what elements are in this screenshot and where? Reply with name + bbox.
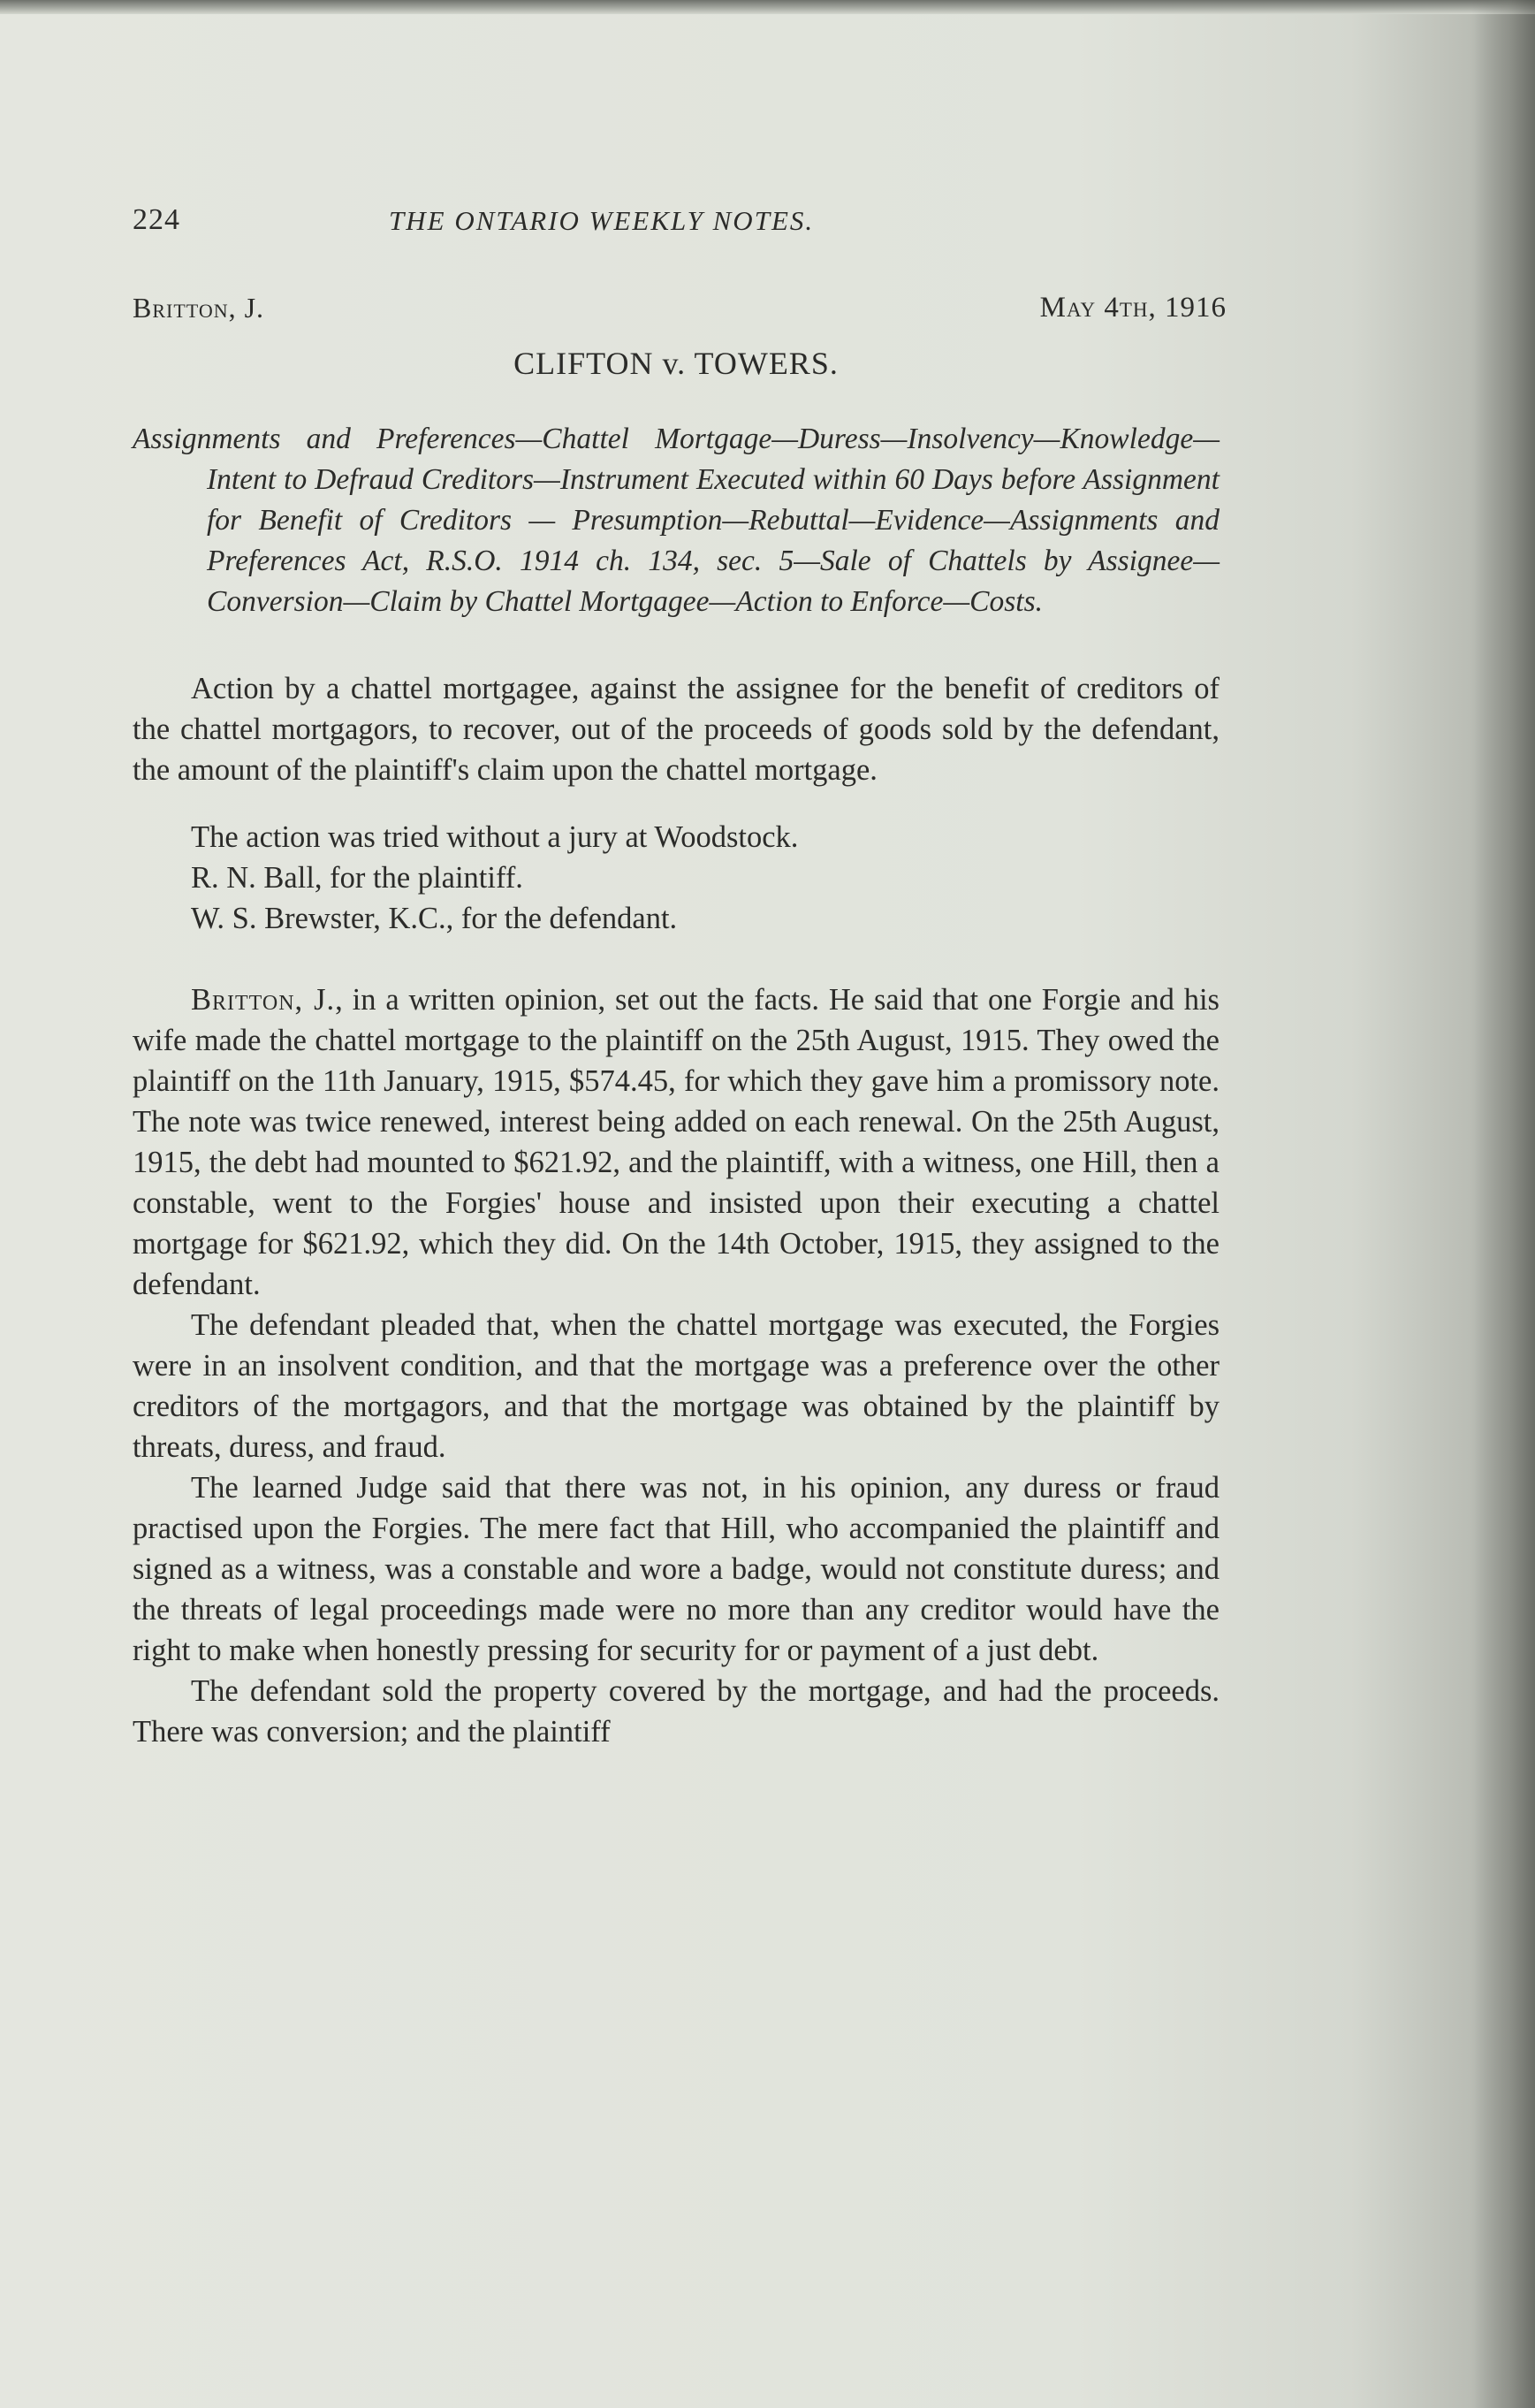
judge-name: Britton, J. <box>133 292 265 324</box>
conversion-paragraph: The defendant sold the property covered by the mortgage, and had the proceeds. There was conversion; and the plaintiff <box>133 1674 1220 1749</box>
binding-shadow <box>1471 0 1535 2408</box>
counsel-defendant: W. S. Brewster, K.C., for the defendant. <box>191 902 678 935</box>
catchwords: Assignments and Preferences—Chattel Mortgage—Duress—Insolvency—Knowledge—Intent to Defraud Creditors—Instrument Executed within 60 Days before Assignment for Benefit of Creditors — Presumption—Rebuttal—Evidence—Assignments and Preferences Act, R.S.O. 1914 ch. 134, sec. 5—Sale of Chattels by Assignee—Conversion—Claim by Chattel Mortgagee—Action to Enforce—Costs. <box>133 423 1220 618</box>
trial-line: The action was tried without a jury at Woodstock. <box>191 820 799 854</box>
counsel-plaintiff: R. N. Ball, for the plaintiff. <box>191 861 523 895</box>
defence-paragraph: The defendant pleaded that, when the chattel mortgage was executed, the Forgies were in an insolvent condition, and that the mortgage was a preference over the other creditors of the mortgagors, and that the mortgage was obtained by the plaintiff by threats, duress, and fraud. <box>133 1308 1220 1464</box>
decision-date: May 4th, 1916 <box>1039 292 1227 324</box>
page-top-edge <box>0 0 1535 14</box>
page-number: 224 <box>133 203 180 236</box>
opinion-judge: Britton, J. <box>191 983 336 1017</box>
opinion-text: , in a written opinion, set out the facts. He said that one Forgie and his wife made the chattel mortgage to the plaintiff on the 25th August, 1915. They owed the plaintiff on the 11th January, 1915, $574.45, for which they gave him a promissory note. The note was twice renewed, interest being added on each renewal. On the 25th August, 1915, the debt had mounted to $621.92, and the plaintiff, with a witness, one Hill, then a constable, went to the Forgies' house and insisted upon their executing a chattel mortgage for $621.92, which they did. On the 14th October, 1915, they assigned to the defendant. <box>133 983 1220 1301</box>
journal-title: THE ONTARIO WEEKLY NOTES. <box>389 205 815 236</box>
page-content <box>133 194 1227 1752</box>
intro-paragraph: Action by a chattel mortgagee, against the assignee for the benefit of creditors of the chattel mortgagors, to recover, out of the proceeds of goods sold by the defendant, the amount of the plaintiff's claim upon the chattel mortgage. <box>133 672 1220 787</box>
finding-paragraph: The learned Judge said that there was not, in his opinion, any duress or fraud practised upon the Forgies. The mere fact that Hill, who accompanied the plaintiff and signed as a witness, was a constable and wore a badge, would not constitute duress; and the threats of legal proceedings made were no more than any creditor would have the right to make when honestly pressing for security for or payment of a just debt. <box>133 1471 1220 1667</box>
judge-date-line <box>133 292 1227 339</box>
case-title: CLIFTON v. TOWERS. <box>513 346 839 381</box>
running-head <box>133 194 1220 248</box>
opinion-paragraph <box>133 979 1220 1305</box>
